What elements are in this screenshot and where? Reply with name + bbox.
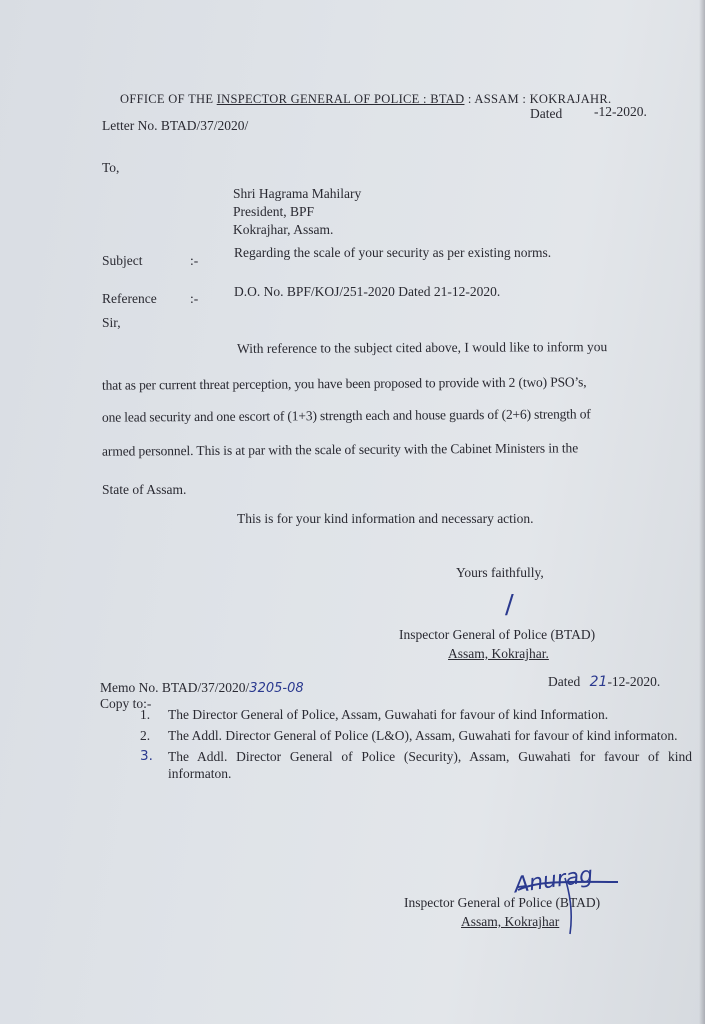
- memo-dated: [548, 674, 660, 691]
- memo-dated-handwritten: 21: [589, 674, 608, 690]
- body-line-2: that as per current threat perception, you have been proposed to provide with 2 (two) PSO’s,: [101, 374, 587, 393]
- closing-place: Assam, Kokrajhar.: [448, 646, 549, 661]
- office-header: [120, 92, 611, 107]
- memo-number: [100, 680, 304, 697]
- body-line-4: armed personnel. This is at par with the scale of security with the Cabinet Ministers in the: [101, 440, 579, 459]
- reference-text: D.O. No. BPF/KOJ/251-2020 Dated 21-12-2020.: [234, 284, 501, 299]
- subject-text: Regarding the scale of your security as per existing norms.: [234, 245, 552, 260]
- memo-dated-label: Dated: [548, 674, 581, 689]
- memo-dated-value: -12-2020.: [607, 674, 661, 689]
- subject-label: Subject: [102, 253, 143, 268]
- office-suffix: : ASSAM : KOKRAJAHR.: [464, 92, 612, 106]
- addressee-title: President, BPF: [233, 204, 315, 219]
- addressee-name: Shri Hagrama Mahilary: [233, 186, 362, 201]
- page-edge-shadow: [699, 0, 705, 1024]
- signature-mark: /: [505, 590, 514, 620]
- list-item-text: The Addl. Director General of Police (Security), Assam, Guwahati for favour of kind informaton.: [168, 749, 692, 781]
- memo-handwritten-number: 3205-08: [249, 681, 304, 696]
- to-label: To,: [102, 160, 120, 175]
- footer-designation: Inspector General of Police (BTAD): [404, 895, 601, 910]
- copy-to-label: Copy to:-: [100, 696, 152, 711]
- salutation: Sir,: [102, 315, 121, 330]
- header-dated-label: Dated: [530, 106, 563, 121]
- list-item-text: The Addl. Director General of Police (L&O), Assam, Guwahati for favour of kind informaton.: [168, 728, 678, 743]
- memo-no-text: Memo No. BTAD/37/2020/: [100, 680, 250, 695]
- body-line-1: With reference to the subject cited above, I would like to inform you: [236, 339, 608, 356]
- addressee-place: Kokrajhar, Assam.: [233, 222, 334, 237]
- list-item: [140, 727, 692, 744]
- copy-to-list: [140, 706, 692, 786]
- closing-designation: Inspector General of Police (BTAD): [399, 627, 596, 642]
- list-item: [140, 706, 692, 723]
- list-item-number: 3.: [140, 748, 153, 764]
- reference-sep: :-: [190, 291, 199, 306]
- body-line-3: one lead security and one escort of (1+3) strength each and house guards of (2+6) strength of: [101, 406, 591, 425]
- list-item-number: 1.: [140, 707, 151, 722]
- letter-number: Letter No. BTAD/37/2020/: [102, 118, 249, 133]
- reference-label: Reference: [102, 291, 157, 306]
- footer-place: Assam, Kokrajhar: [461, 914, 560, 929]
- header-dated-value: -12-2020.: [594, 104, 647, 119]
- list-item-text: The Director General of Police, Assam, Guwahati for favour of kind Information.: [168, 707, 609, 722]
- footer-signature: Anurag: [512, 862, 595, 899]
- list-item: [140, 748, 692, 782]
- office-prefix: OFFICE OF THE: [120, 92, 217, 106]
- list-item-number: 2.: [140, 728, 151, 743]
- body-line-6: This is for your kind information and necessary action.: [237, 511, 534, 526]
- signature-stroke-icon: [500, 870, 640, 940]
- yours-faithfully: Yours faithfully,: [456, 565, 544, 580]
- body-line-5: State of Assam.: [102, 482, 187, 497]
- office-underlined: INSPECTOR GENERAL OF POLICE : BTAD: [216, 92, 465, 106]
- subject-sep: :-: [190, 253, 199, 268]
